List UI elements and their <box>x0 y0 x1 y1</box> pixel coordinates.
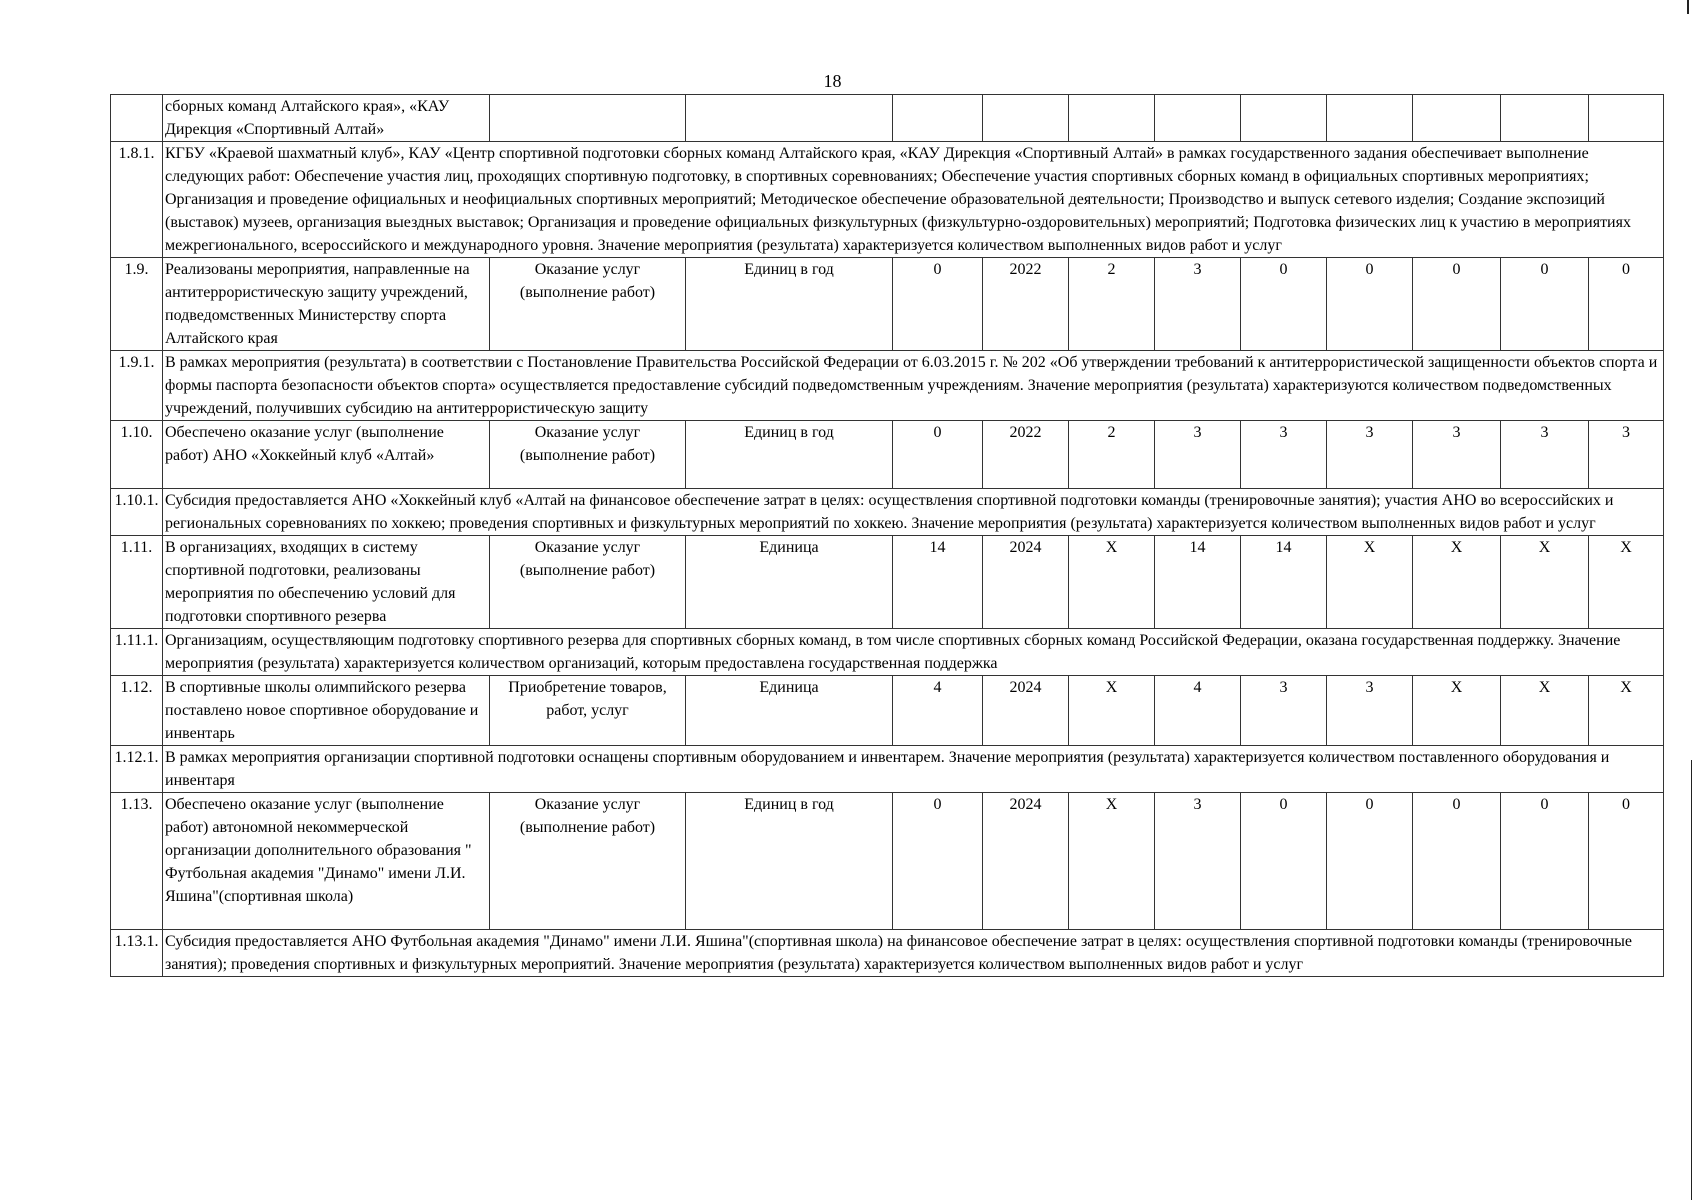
row-value: 0 <box>1241 793 1327 930</box>
row-type: Оказание услуг (выполнение работ) <box>490 421 686 489</box>
row-number: 1.13.1. <box>111 930 163 977</box>
row-value: 2 <box>1069 258 1155 351</box>
scan-edge-mark <box>1687 0 1689 14</box>
row-unit: Единиц в год <box>686 258 893 351</box>
row-value: 0 <box>1413 793 1501 930</box>
scan-edge-mark <box>1691 760 1692 1200</box>
row-description: Субсидия предоставляется АНО Футбольная академия "Динамо" имени Л.И. Яшина"(спортивная школа) на финансовое обеспечение затрат в целях: осуществления спортивной подготовки команды (тренировочные занятия); проведения спортивных и физкультурных мероприятий. Значение мероприятия (результата) характеризуется количеством выполненных видов работ и услуг <box>163 930 1664 977</box>
row-type: Приобретение товаров, работ, услуг <box>490 676 686 746</box>
row-value: 0 <box>1589 793 1664 930</box>
table-row-description <box>111 489 1664 536</box>
row-value: 0 <box>1501 258 1589 351</box>
empty-cell <box>490 95 686 142</box>
table-row-item <box>111 676 1664 746</box>
table-row-description <box>111 930 1664 977</box>
row-value: X <box>1069 793 1155 930</box>
table-row-description <box>111 746 1664 793</box>
row-description: Организациям, осуществляющим подготовку спортивного резерва для спортивных сборных команд, в том числе спортивных сборных команд Российской Федерации, оказана государственная поддержку. Значение мероприятия (результата) характеризуется количеством организаций, которым предоставлена государственная поддержка <box>163 629 1664 676</box>
row-number: 1.9. <box>111 258 163 351</box>
row-value: 3 <box>1241 421 1327 489</box>
row-number <box>111 95 163 142</box>
row-name: Реализованы мероприятия, направленные на антитеррористическую защиту учреждений, подведомственных Министерству спорта Алтайского края <box>163 258 490 351</box>
row-value: 0 <box>1241 258 1327 351</box>
empty-cell <box>1413 95 1501 142</box>
row-value: X <box>1069 536 1155 629</box>
row-value: 2024 <box>983 676 1069 746</box>
row-name: В спортивные школы олимпийского резерва поставлено новое спортивное оборудование и инвентарь <box>163 676 490 746</box>
row-number: 1.12.1. <box>111 746 163 793</box>
row-unit: Единиц в год <box>686 793 893 930</box>
row-value: 0 <box>1413 258 1501 351</box>
row-unit: Единиц в год <box>686 421 893 489</box>
empty-cell <box>1589 95 1664 142</box>
row-value: 14 <box>1241 536 1327 629</box>
row-type: Оказание услуг (выполнение работ) <box>490 258 686 351</box>
row-value: 2022 <box>983 258 1069 351</box>
row-value: 3 <box>1241 676 1327 746</box>
row-value: X <box>1501 536 1589 629</box>
table-row-description <box>111 351 1664 421</box>
row-value: 3 <box>1327 421 1413 489</box>
empty-cell <box>686 95 893 142</box>
row-value: 3 <box>1155 258 1241 351</box>
row-unit: Единица <box>686 676 893 746</box>
row-number: 1.11. <box>111 536 163 629</box>
row-value: 0 <box>1327 258 1413 351</box>
row-value: 3 <box>1155 793 1241 930</box>
row-value: 14 <box>893 536 983 629</box>
row-value: 3 <box>1155 421 1241 489</box>
row-description: КГБУ «Краевой шахматный клуб», КАУ «Центр спортивной подготовки сборных команд Алтайского края, «КАУ Дирекция «Спортивный Алтай» в рамках государственного задания обеспечивает выполнение следующих работ: Обеспечение участия лиц, проходящих спортивную подготовку, в спортивных соревнованиях; Обеспечение участия спортивных сборных команд в официальных спортивных мероприятиях; Организация и проведение официальных и неофициальных спортивных мероприятий; Методическое обеспечение образовательной деятельности; Производство и выпуск сетевого изделия; Создание экспозиций (выставок) музеев, организация выездных выставок; Организация и проведение официальных физкультурных (физкультурно-оздоровительных) мероприятий; Подготовка физических лиц к участию в мероприятиях межрегионального, всероссийского и международного уровня. Значение мероприятия (результата) характеризуется количеством выполненных видов работ и услуг <box>163 142 1664 258</box>
row-description: В рамках мероприятия (результата) в соответствии с Постановление Правительства Российской Федерации от 6.03.2015 г. № 202 «Об утверждении требований к антитеррористической защищенности объектов спорта и формы паспорта безопасности объектов спорта» осуществляется предоставление субсидий подведомственным учреждениям. Значение мероприятия (результата) характеризуются количеством подведомственных учреждений, получивших субсидию на антитеррористическую защиту <box>163 351 1664 421</box>
row-value: X <box>1413 676 1501 746</box>
row-description: В рамках мероприятия организации спортивной подготовки оснащены спортивным оборудованием и инвентарем. Значение мероприятия (результата) характеризуется количеством поставленного оборудования и инвентаря <box>163 746 1664 793</box>
row-value: 0 <box>1327 793 1413 930</box>
row-name: сборных команд Алтайского края», «КАУ Дирекция «Спортивный Алтай» <box>163 95 490 142</box>
empty-cell <box>893 95 983 142</box>
row-name: Обеспечено оказание услуг (выполнение работ) автономной некоммерческой организации дополнительного образования " Футбольная академия "Динамо" имени Л.И. Яшина"(спортивная школа) <box>163 793 490 930</box>
row-unit: Единица <box>686 536 893 629</box>
empty-cell <box>1327 95 1413 142</box>
row-value: X <box>1589 676 1664 746</box>
row-number: 1.10. <box>111 421 163 489</box>
empty-cell <box>1155 95 1241 142</box>
row-name: Обеспечено оказание услуг (выполнение работ) АНО «Хоккейный клуб «Алтай» <box>163 421 490 489</box>
table-row-description <box>111 629 1664 676</box>
row-name: В организациях, входящих в систему спортивной подготовки, реализованы мероприятия по обеспечению условий для подготовки спортивного резерва <box>163 536 490 629</box>
table-row-item <box>111 258 1664 351</box>
row-number: 1.12. <box>111 676 163 746</box>
row-number: 1.13. <box>111 793 163 930</box>
row-value: 0 <box>893 421 983 489</box>
row-value: X <box>1589 536 1664 629</box>
table-body <box>111 95 1664 977</box>
row-value: 3 <box>1589 421 1664 489</box>
row-description: Субсидия предоставляется АНО «Хоккейный клуб «Алтай на финансовое обеспечение затрат в целях: осуществления спортивной подготовки команды (тренировочные занятия); участия АНО во всероссийских и региональных соревнованиях по хоккею; проведения спортивных и физкультурных мероприятий по хоккею. Значение мероприятия (результата) характеризуется количеством выполненных видов работ и услуг <box>163 489 1664 536</box>
table-row-continuation <box>111 95 1664 142</box>
row-number: 1.8.1. <box>111 142 163 258</box>
row-value: 0 <box>893 258 983 351</box>
row-value: 4 <box>893 676 983 746</box>
row-value: 2024 <box>983 536 1069 629</box>
row-type: Оказание услуг (выполнение работ) <box>490 536 686 629</box>
table-row-description <box>111 142 1664 258</box>
empty-cell <box>1069 95 1155 142</box>
results-table <box>110 94 1664 977</box>
row-value: 3 <box>1501 421 1589 489</box>
row-type: Оказание услуг (выполнение работ) <box>490 793 686 930</box>
table-row-item <box>111 536 1664 629</box>
row-value: X <box>1413 536 1501 629</box>
empty-cell <box>1501 95 1589 142</box>
row-value: 3 <box>1413 421 1501 489</box>
row-value: 0 <box>1589 258 1664 351</box>
page-number: 18 <box>823 71 842 91</box>
row-number: 1.10.1. <box>111 489 163 536</box>
row-value: 3 <box>1327 676 1413 746</box>
row-value: X <box>1327 536 1413 629</box>
row-value: 0 <box>893 793 983 930</box>
row-value: 14 <box>1155 536 1241 629</box>
row-value: 2022 <box>983 421 1069 489</box>
row-value: X <box>1069 676 1155 746</box>
row-value: 0 <box>1501 793 1589 930</box>
row-value: 2024 <box>983 793 1069 930</box>
row-value: 2 <box>1069 421 1155 489</box>
row-number: 1.9.1. <box>111 351 163 421</box>
row-number: 1.11.1. <box>111 629 163 676</box>
row-value: 4 <box>1155 676 1241 746</box>
empty-cell <box>983 95 1069 142</box>
empty-cell <box>1241 95 1327 142</box>
row-value: X <box>1501 676 1589 746</box>
table-row-item <box>111 421 1664 489</box>
table-row-item <box>111 793 1664 930</box>
